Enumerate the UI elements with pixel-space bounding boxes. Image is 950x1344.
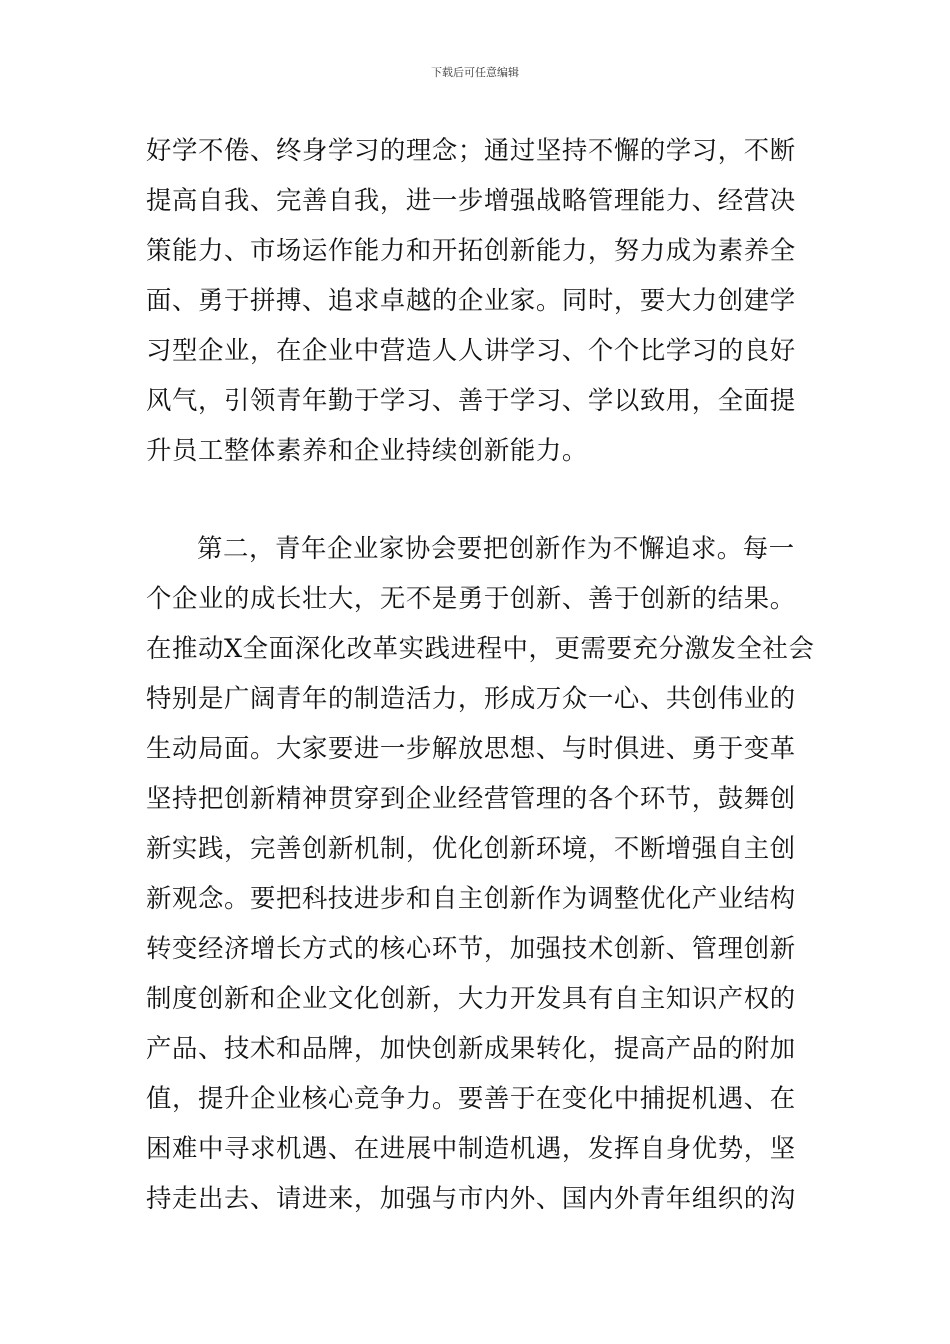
- paragraph-line: 困难中寻求机遇、在进展中制造机遇，发挥自身优势，坚: [146, 1133, 796, 1163]
- paragraph-line: 在推动X全面深化改革实践进程中，更需要充分激发全社会: [146, 633, 815, 663]
- paragraph-line: 新实践，完善创新机制，优化创新环境，不断增强自主创: [146, 833, 796, 863]
- paragraph-line: 第二，青年企业家协会要把创新作为不懈追求。每一: [197, 533, 795, 563]
- paragraph-line: 转变经济增长方式的核心环节，加强技术创新、管理创新: [146, 933, 796, 963]
- paragraph-line: 风气，引领青年勤于学习、善于学习、学以致用，全面提: [146, 385, 796, 415]
- paragraph-line: 策能力、市场运作能力和开拓创新能力，努力成为素养全: [146, 235, 796, 265]
- paragraph-line: 个企业的成长壮大，无不是勇于创新、善于创新的结果。: [146, 583, 796, 613]
- paragraph-line: 提高自我、完善自我，进一步增强战略管理能力、经营决: [146, 185, 796, 215]
- paragraph-line: 持走出去、请进来，加强与市内外、国内外青年组织的沟: [146, 1183, 796, 1213]
- paragraph-line: 好学不倦、终身学习的理念；通过坚持不懈的学习，不断: [146, 135, 796, 165]
- paragraph-line: 特别是广阔青年的制造活力，形成万众一心、共创伟业的: [146, 683, 796, 713]
- paragraph-line: 习型企业，在企业中营造人人讲学习、个个比学习的良好: [146, 335, 796, 365]
- paragraph-line: 新观念。要把科技进步和自主创新作为调整优化产业结构: [146, 883, 796, 913]
- paragraph-line: 面、勇于拼搏、追求卓越的企业家。同时，要大力创建学: [146, 285, 796, 315]
- paragraph-line: 制度创新和企业文化创新，大力开发具有自主知识产权的: [146, 983, 796, 1013]
- paragraph-line: 产品、技术和品牌，加快创新成果转化，提高产品的附加: [146, 1033, 796, 1063]
- paragraph-line: 升员工整体素养和企业持续创新能力。: [146, 435, 588, 465]
- page-header-note: 下载后可任意编辑: [431, 66, 519, 79]
- paragraph-line: 生动局面。大家要进一步解放思想、与时俱进、勇于变革: [146, 733, 796, 763]
- paragraph-line: 坚持把创新精神贯穿到企业经营管理的各个环节，鼓舞创: [146, 783, 796, 813]
- paragraph-line: 值，提升企业核心竞争力。要善于在变化中捕捉机遇、在: [146, 1083, 796, 1113]
